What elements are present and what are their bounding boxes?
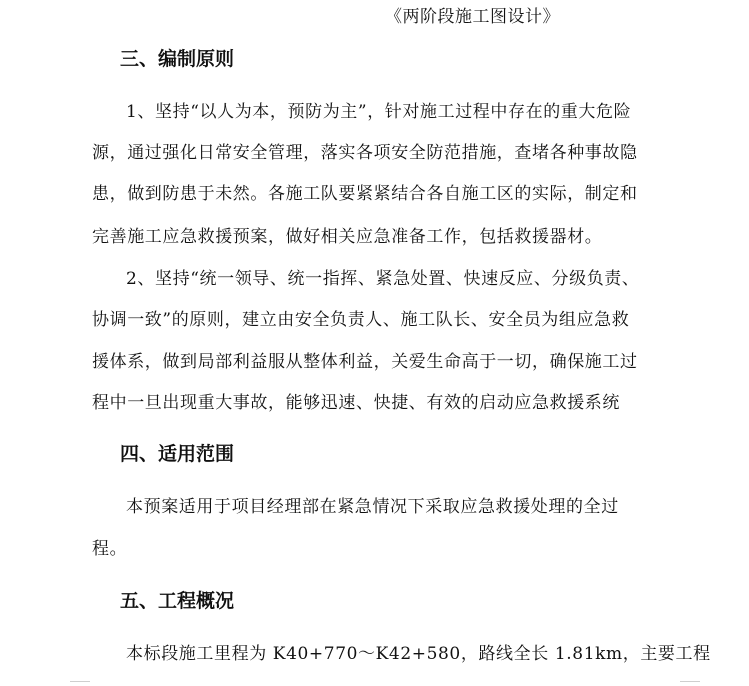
paragraph-line: 2、坚持“统一领导、统一指挥、紧急处置、快速反应、分级负责、 <box>126 269 640 289</box>
document-header-title: 《两阶段施工图设计》 <box>385 7 560 27</box>
paragraph-line: 程。 <box>92 539 128 559</box>
paragraph-line: 援体系，做到局部利益服从整体利益，关爱生命高于一切，确保施工过 <box>92 352 638 372</box>
paragraph-line: 程中一旦出现重大事故，能够迅速、快捷、有效的启动应急救援系统 <box>92 393 620 413</box>
section-heading-scope: 四、适用范围 <box>120 443 235 465</box>
paragraph-line: 完善施工应急救援预案，做好相关应急准备工作，包括救援器材。 <box>92 227 603 247</box>
paragraph-line: 源，通过强化日常安全管理，落实各项安全防范措施，查堵各种事故隐 <box>92 143 638 163</box>
page-corner-mark-left <box>70 681 90 682</box>
paragraph-line: 1、坚持“以人为本，预防为主”，针对施工过程中存在的重大危险 <box>126 102 632 122</box>
paragraph-line: 本预案适用于项目经理部在紧急情况下采取应急救援处理的全过 <box>126 497 619 517</box>
paragraph-line: 患，做到防患于未然。各施工队要紧紧结合各自施工区的实际，制定和 <box>92 184 638 204</box>
section-heading-principles: 三、编制原则 <box>120 48 235 70</box>
section-heading-overview: 五、工程概况 <box>120 590 235 612</box>
paragraph-line: 本标段施工里程为 K40+770～K42+580，路线全长 1.81km，主要工程 <box>126 644 711 664</box>
page-corner-mark-right <box>680 681 700 682</box>
paragraph-line: 协调一致”的原则，建立由安全负责人、施工队长、安全员为组应急救 <box>92 310 630 330</box>
